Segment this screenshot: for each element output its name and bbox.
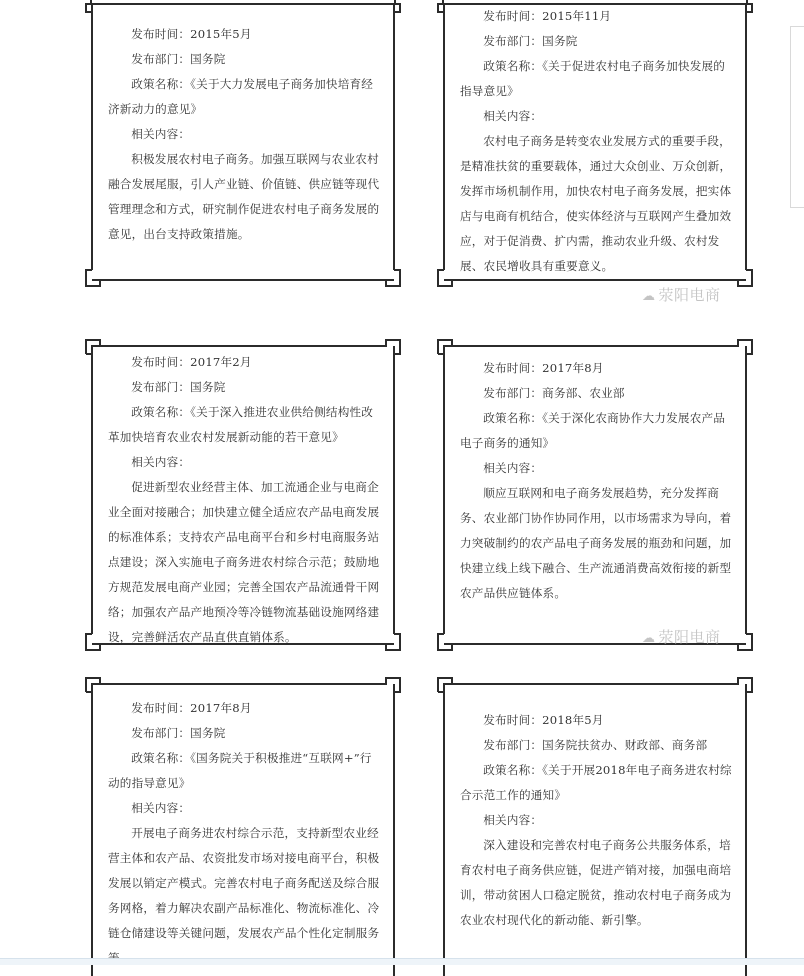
policy-card bbox=[84, 0, 402, 290]
policy-card bbox=[436, 338, 754, 654]
publish-time: 发布时间：2015年11月 bbox=[483, 9, 612, 23]
publish-dept: 发布部门：国务院 bbox=[131, 380, 226, 394]
publish-dept: 发布部门：国务院 bbox=[483, 34, 578, 48]
policy-card bbox=[84, 676, 402, 976]
publish-time: 发布时间：2017年2月 bbox=[131, 355, 252, 369]
publish-time: 发布时间：2015年5月 bbox=[131, 27, 252, 41]
policy-content: 顺应互联网和电子商务发展趋势，充分发挥商务、农业部门协作协同作用，以市场需求为导向，着力突破制约的农产品电子商务发展的瓶劲和问题，加快建立线上线下融合、生产流通消费高效衔接的新型农产品供应链体系。 bbox=[460, 486, 732, 600]
policy-name: 政策名称：《关于开展2018年电子商务进农村综合示范工作的通知》 bbox=[460, 763, 732, 802]
publish-dept: 发布部门：国务院 bbox=[131, 52, 226, 66]
content-label: 相关内容： bbox=[131, 801, 191, 815]
policy-card bbox=[436, 0, 754, 290]
content-label: 相关内容： bbox=[483, 109, 543, 123]
policy-card bbox=[436, 676, 754, 976]
content-label: 相关内容： bbox=[483, 813, 543, 827]
side-panel-edge bbox=[790, 26, 804, 208]
publish-dept: 发布部门：商务部、农业部 bbox=[483, 386, 625, 400]
watermark: ☁ 荥阳电商 bbox=[642, 286, 721, 304]
publish-dept: 发布部门：国务院 bbox=[131, 726, 226, 740]
policy-name: 政策名称：《关于深化农商协作大力发展农产品电子商务的通知》 bbox=[460, 411, 726, 450]
wechat-icon: ☁ bbox=[642, 631, 656, 646]
policy-name: 政策名称：《关于大力发展电子商务加快培育经济新动力的意见》 bbox=[108, 77, 374, 116]
content-label: 相关内容： bbox=[131, 455, 191, 469]
wechat-icon: ☁ bbox=[642, 289, 656, 304]
policy-name: 政策名称：《关于促进农村电子商务加快发展的指导意见》 bbox=[460, 59, 726, 98]
watermark: ☁ 荥阳电商 bbox=[642, 628, 721, 646]
publish-dept: 发布部门：国务院扶贫办、财政部、商务部 bbox=[483, 738, 708, 752]
policy-content: 农村电子商务是转变农业发展方式的重要手段，是精准扶贫的重要载体，通过大众创业、万众创新，发挥市场机制作用，加快农村电子商务发展，把实体店与电商有机结合，使实体经济与互联网产生叠加效应，对于促消费、扩内需，推动农业升级、农村发展、农民增收具有重要意义。 bbox=[460, 134, 732, 273]
policy-content: 促进新型农业经营主体、加工流通企业与电商企业全面对接融合；加快建立健全适应农产品电商发展的标准体系；支持农产品电商平台和乡村电商服务站点建设；深入实施电子商务进农村综合示范；鼓励地方规范发展电商产业园；完善全国农产品流通骨干网络；加强农产品产地预冷等冷链物流基础设施网络建设，完善鲜活农产品直供直销体系。 bbox=[108, 480, 380, 644]
content-label: 相关内容： bbox=[483, 461, 543, 475]
publish-time: 发布时间：2017年8月 bbox=[131, 701, 252, 715]
policy-name: 政策名称：《国务院关于积极推进“互联网+”行动的指导意见》 bbox=[108, 751, 372, 790]
publish-time: 发布时间：2017年8月 bbox=[483, 361, 604, 375]
policy-content: 深入建设和完善农村电子商务公共服务体系，培育农村电子商务供应链，促进产销对接，加强电商培训，带动贫困人口稳定脱贫，推动农村电子商务成为农业农村现代化的新动能、新引擎。 bbox=[460, 838, 732, 927]
publish-time: 发布时间：2018年5月 bbox=[483, 713, 604, 727]
policy-card bbox=[84, 338, 402, 654]
content-label: 相关内容： bbox=[131, 127, 191, 141]
policy-content: 开展电子商务进农村综合示范，支持新型农业经营主体和农产品、农资批发市场对接电商平台，积极发展以销定产模式。完善农村电子商务配送及综合服务网格，着力解决农副产品标准化、物流标准化、冷链仓储建设等关键问题，发展农产品个性化定制服务 bbox=[108, 826, 380, 940]
policy-content: 积极发展农村电子商务。加强互联网与农业农村融合发展尾服，引人产业链、价值链、供应链等现代管理理念和方式，研究制作促进农村电子商务发展的意见，出台支持政策措施。 bbox=[108, 152, 380, 241]
policy-name: 政策名称：《关于深入推进农业供给侧结构性改革加快培育农业农村发展新动能的若干意见》 bbox=[108, 405, 374, 444]
